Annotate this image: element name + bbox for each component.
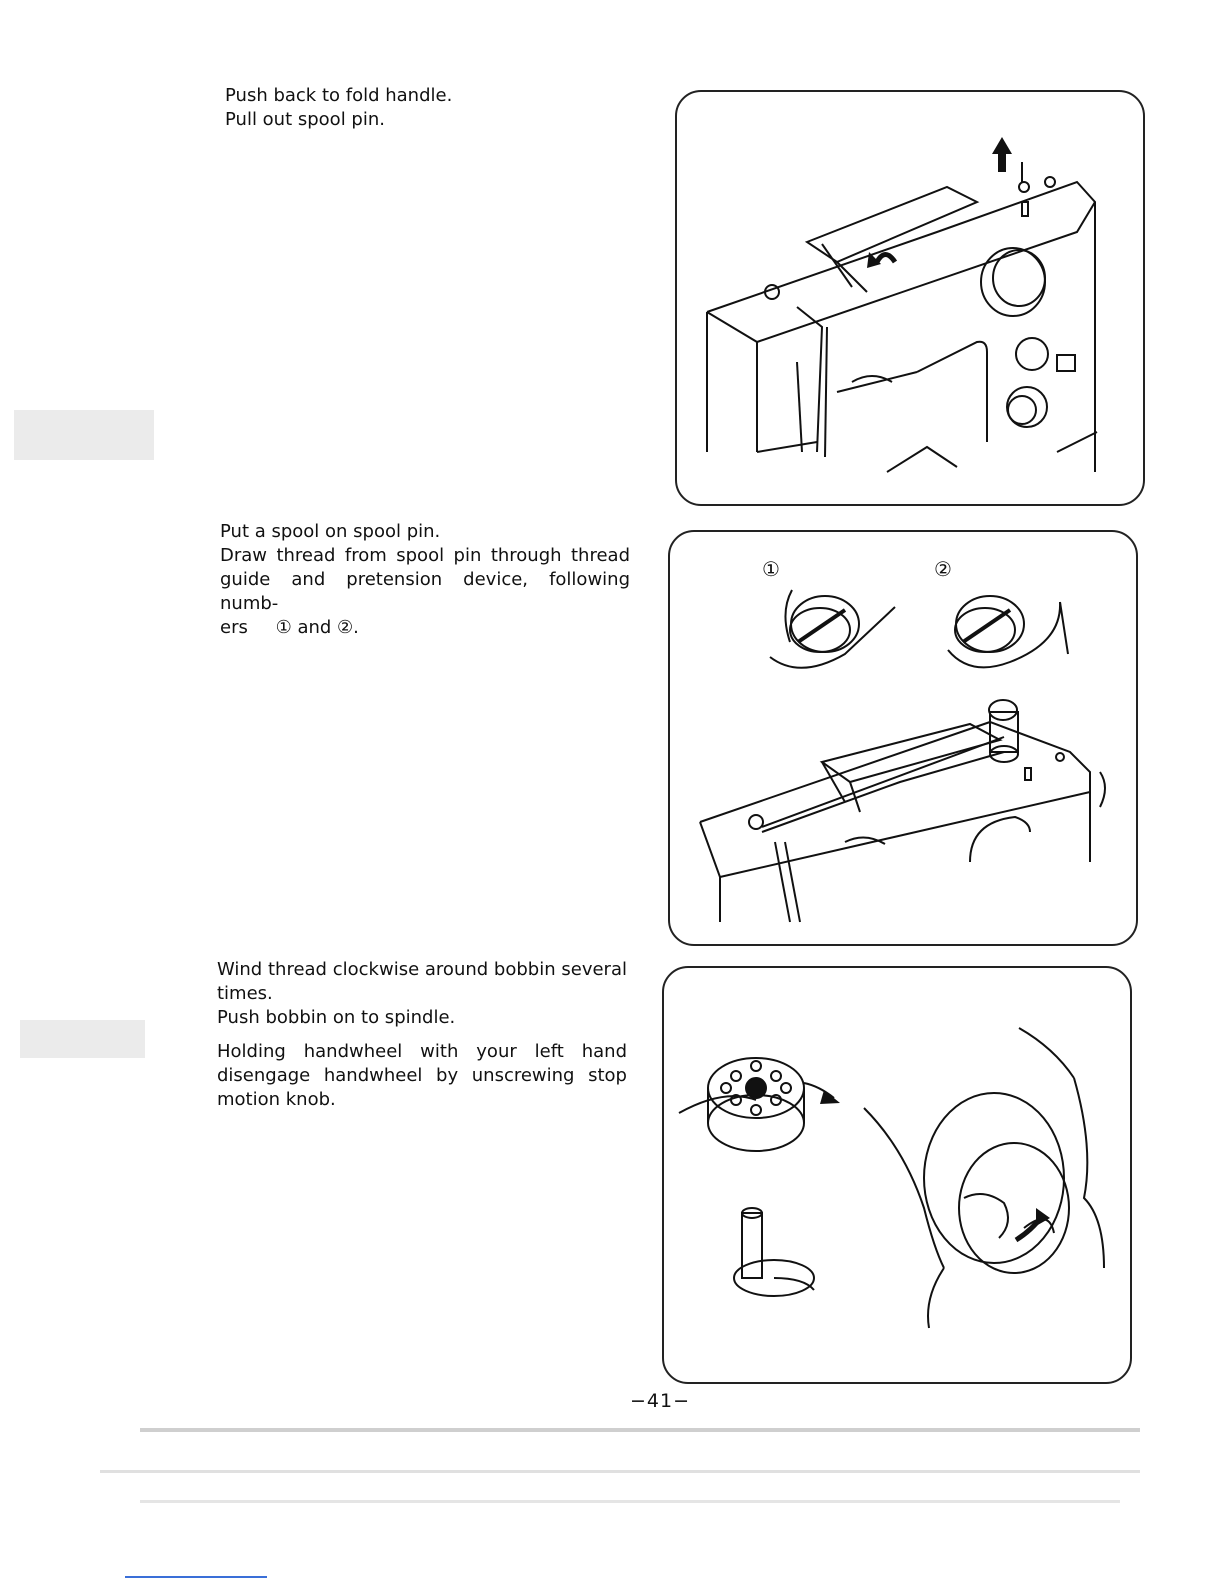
instruction-line: motion knob. (217, 1089, 336, 1110)
instruction-line: Push back to fold handle. (225, 85, 453, 106)
instruction-line: Pull out spool pin. (225, 109, 385, 130)
edge-marker-line (125, 1576, 267, 1578)
instruction-line: Put a spool on spool pin. (220, 521, 441, 542)
instruction-line: Draw thread from spool pin through thread (220, 545, 630, 566)
instruction-numbers: ① and ②. (275, 617, 359, 638)
step-label-1: ① (762, 557, 780, 581)
instruction-line: Wind thread clockwise around bobbin several (217, 959, 627, 980)
instruction-line: disengage handwheel by unscrewing stop (217, 1065, 627, 1086)
page-number: −41− (630, 1390, 691, 1412)
instruction-line: guide and pretension device, following numb- (220, 569, 630, 614)
instruction-word: ers (220, 617, 248, 638)
instruction-line: Push bobbin on to spindle. (217, 1007, 456, 1028)
instruction-line: times. (217, 983, 273, 1004)
step-label-2: ② (934, 557, 952, 581)
instruction-line: Holding handwheel with your left hand (217, 1041, 627, 1062)
